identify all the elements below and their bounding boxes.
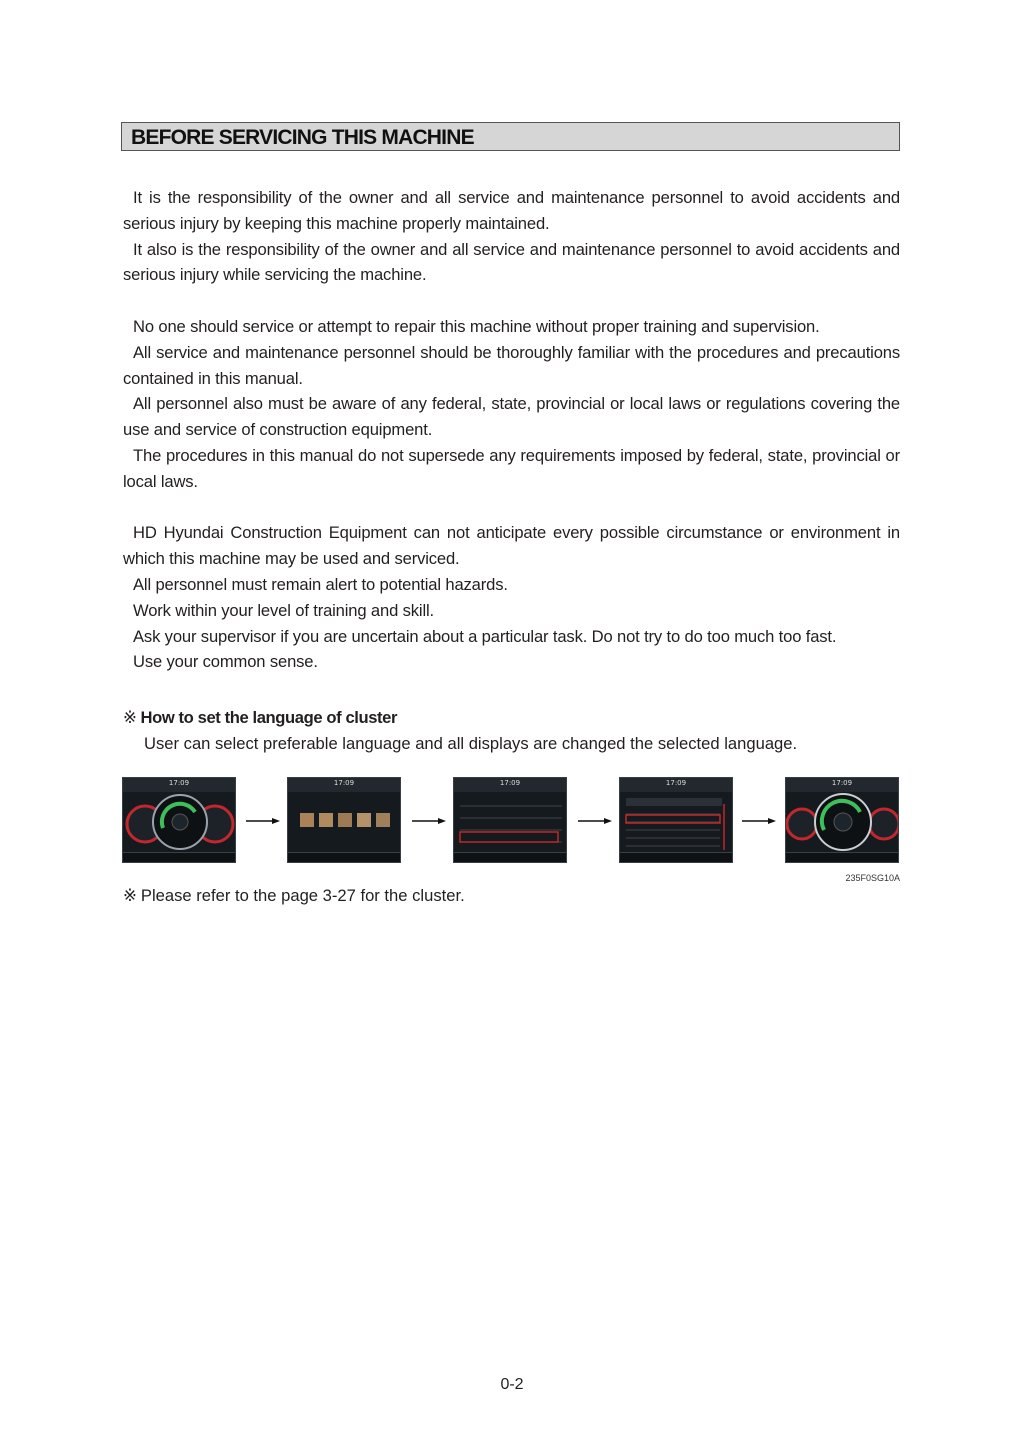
cluster-screen-menu — [287, 777, 401, 863]
screen-time: 17:09 — [499, 779, 521, 787]
cluster-screen-gauges-result — [785, 777, 899, 863]
arrow-right-icon — [412, 818, 446, 824]
arrow-right-icon — [742, 818, 776, 824]
paragraph: HD Hyundai Construction Equipment can not anticipate every possible circumstance or environment in which this machine may be used and serviced. — [123, 523, 900, 569]
screen-time: 17:09 — [831, 779, 853, 787]
reference-mark-icon: ※ — [123, 886, 137, 905]
paragraph: Work within your level of training and skill. — [133, 600, 434, 620]
cluster-page-reference — [123, 883, 465, 909]
settings-list-icon — [454, 778, 567, 863]
note-title-text: How to set the language of cluster — [140, 708, 398, 727]
reference-mark-icon: ※ — [123, 708, 137, 727]
note-text: User can select preferable language and all displays are changed the selected language. — [144, 734, 798, 753]
paragraph: All service and maintenance personnel should be thoroughly familiar with the procedures and precautions contained in this manual. — [123, 342, 900, 388]
gauge-cluster-icon — [786, 778, 899, 863]
paragraph: Use your common sense. — [133, 652, 318, 672]
screen-time: 17:09 — [333, 779, 355, 787]
screen-time: 17:09 — [665, 779, 687, 787]
paragraph: Ask your supervisor if you are uncertain about a particular task. Do not try to do too much too fast. — [133, 626, 837, 646]
cluster-screen-display-list — [453, 777, 567, 863]
figure-code: 235F0SG10A — [845, 873, 900, 883]
note-title — [123, 705, 900, 731]
arrow-right-icon — [246, 818, 280, 824]
reference-text: Please refer to the page 3-27 for the cluster. — [140, 886, 465, 905]
paragraph: The procedures in this manual do not supersede any requirements imposed by federal, state, provincial or local laws. — [123, 445, 900, 491]
section-title: BEFORE SERVICING THIS MACHINE — [131, 126, 474, 149]
arrow-right-icon — [578, 818, 612, 824]
cluster-screens-figure — [122, 777, 900, 867]
paragraph: It is the responsibility of the owner and all service and maintenance personnel to avoid accidents and serious injury by keeping this machine properly maintained. — [123, 188, 900, 233]
language-note — [123, 705, 900, 757]
body-text — [123, 185, 900, 675]
cluster-screen-gauges — [122, 777, 236, 863]
paragraph: It also is the responsibility of the owner and all service and maintenance personnel to avoid accidents and serious injury while servicing the machine. — [123, 239, 900, 285]
language-list-icon — [620, 778, 733, 863]
cluster-screen-language-list — [619, 777, 733, 863]
section-heading-bar — [121, 122, 900, 151]
paragraph: No one should service or attempt to repair this machine without proper training and supervision. — [133, 316, 820, 336]
screen-time: 17:09 — [168, 779, 190, 787]
paragraph: All personnel also must be aware of any federal, state, provincial or local laws or regulations covering the use and service of construction equipment. — [123, 394, 900, 440]
paragraph: All personnel must remain alert to potential hazards. — [133, 574, 508, 594]
menu-icons — [288, 778, 401, 863]
gauge-cluster-icon — [123, 778, 236, 863]
page-number: 0-2 — [500, 1376, 524, 1393]
